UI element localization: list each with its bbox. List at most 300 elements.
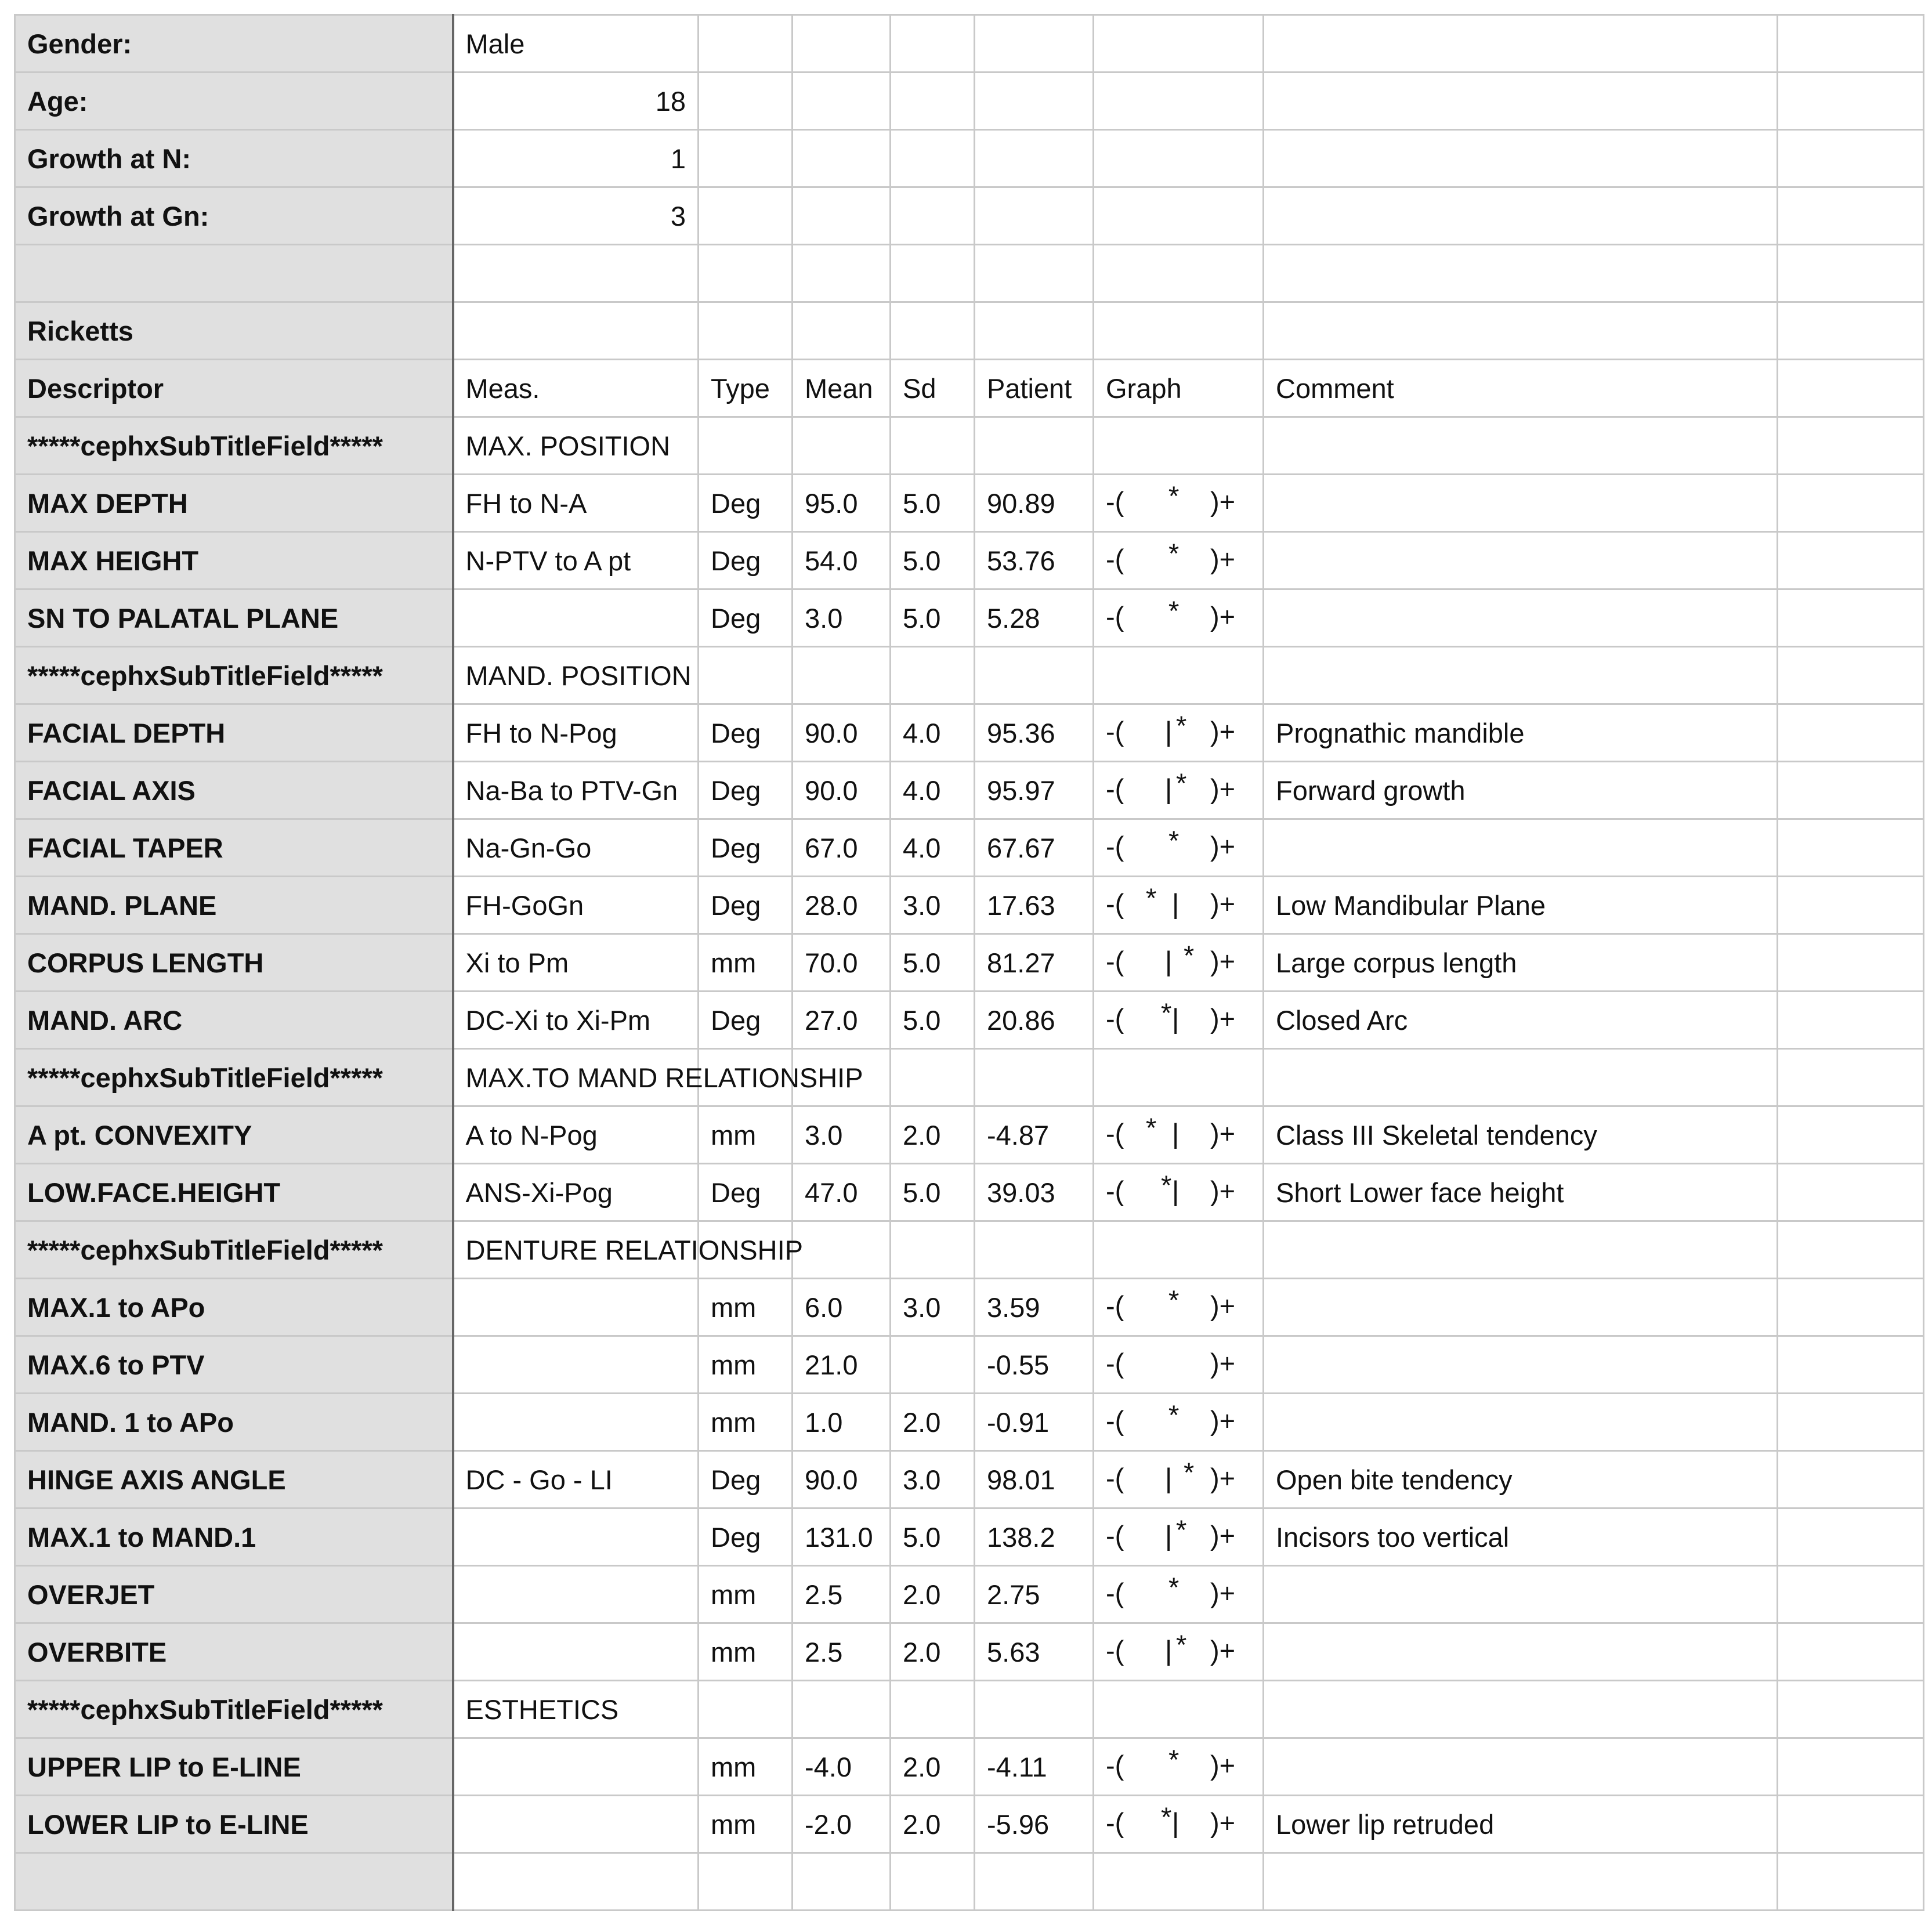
sd-cell[interactable] (891, 1508, 975, 1566)
descriptor-cell[interactable] (15, 1106, 453, 1164)
empty-cell[interactable] (1778, 1738, 1924, 1796)
sd-cell[interactable] (891, 1164, 975, 1221)
graph-cell[interactable] (1094, 1508, 1264, 1566)
type-cell[interactable] (699, 1508, 793, 1566)
graph-cell[interactable] (1094, 1566, 1264, 1623)
header-value[interactable] (453, 130, 699, 187)
empty-cell[interactable] (1264, 302, 1778, 360)
column-header[interactable] (15, 360, 453, 417)
meas-cell[interactable] (453, 704, 699, 762)
comment-cell[interactable] (1264, 1566, 1778, 1623)
header-label-text: Growth at Gn: (27, 200, 209, 231)
empty-cell[interactable] (699, 187, 793, 245)
graph-cell[interactable] (1094, 589, 1264, 647)
graph-cell[interactable] (1094, 1336, 1264, 1394)
subtitle-descriptor[interactable] (15, 1049, 453, 1106)
patient-cell[interactable] (975, 1451, 1094, 1508)
sd-cell[interactable] (891, 1106, 975, 1164)
meas-cell[interactable] (453, 589, 699, 647)
empty-cell[interactable] (1778, 819, 1924, 877)
meas-cell[interactable] (453, 1279, 699, 1336)
empty-cell[interactable] (699, 1853, 793, 1911)
empty-cell[interactable] (891, 245, 975, 302)
subtitle-section[interactable] (453, 647, 699, 704)
descriptor-cell[interactable] (15, 934, 453, 992)
subtitle-section[interactable] (453, 1049, 863, 1106)
empty-cell[interactable] (975, 417, 1094, 475)
meas-cell[interactable] (453, 1796, 699, 1853)
subtitle-section[interactable] (453, 1221, 803, 1279)
empty-cell[interactable] (891, 417, 975, 475)
comment-cell[interactable] (1264, 1796, 1778, 1853)
graph-cell[interactable] (1094, 1279, 1264, 1336)
sd-cell[interactable] (891, 1336, 975, 1394)
empty-cell[interactable] (1778, 1221, 1924, 1279)
empty-cell[interactable] (1264, 73, 1778, 130)
sd-cell[interactable] (891, 704, 975, 762)
empty-cell[interactable] (1264, 1853, 1778, 1911)
comment-cell[interactable] (1264, 819, 1778, 877)
sd-cell[interactable] (891, 1796, 975, 1853)
graph-cell[interactable] (1094, 1451, 1264, 1508)
type-cell[interactable] (699, 1566, 793, 1623)
empty-cell[interactable] (1094, 1049, 1264, 1106)
empty-cell[interactable] (1264, 187, 1778, 245)
mean-cell[interactable] (793, 1796, 891, 1853)
mean-cell[interactable] (793, 1738, 891, 1796)
empty-cell[interactable] (453, 1853, 699, 1911)
empty-cell[interactable] (793, 1221, 891, 1279)
mean-cell[interactable] (793, 1164, 891, 1221)
comment-cell[interactable] (1264, 1164, 1778, 1221)
subtitle-descriptor[interactable] (15, 417, 453, 475)
empty-cell[interactable] (793, 417, 891, 475)
header-value[interactable] (453, 187, 699, 245)
empty-cell[interactable] (1094, 1681, 1264, 1738)
type-cell[interactable] (699, 819, 793, 877)
subtitle-section[interactable] (453, 417, 699, 475)
meas-cell[interactable] (453, 762, 699, 819)
type-cell[interactable] (699, 532, 793, 589)
empty-cell[interactable] (699, 417, 793, 475)
empty-cell[interactable] (1778, 1508, 1924, 1566)
empty-cell[interactable] (699, 647, 793, 704)
graph-cell[interactable] (1094, 1623, 1264, 1681)
descriptor-cell[interactable] (15, 762, 453, 819)
empty-cell[interactable] (1094, 647, 1264, 704)
empty-cell[interactable] (1778, 1796, 1924, 1853)
comment-cell[interactable] (1264, 704, 1778, 762)
type-cell[interactable] (699, 1451, 793, 1508)
empty-cell[interactable] (1778, 934, 1924, 992)
type-cell[interactable] (699, 589, 793, 647)
type-cell[interactable] (699, 992, 793, 1049)
empty-cell[interactable] (1778, 992, 1924, 1049)
empty-cell[interactable] (1094, 130, 1264, 187)
header-label[interactable] (15, 302, 453, 360)
graph-patient-marker: * (1184, 1457, 1195, 1488)
empty-cell[interactable] (1778, 762, 1924, 819)
descriptor-cell[interactable] (15, 877, 453, 934)
empty-cell[interactable] (1778, 360, 1924, 417)
mean-cell[interactable] (793, 1508, 891, 1566)
mean-cell[interactable] (793, 1106, 891, 1164)
column-header[interactable] (699, 360, 793, 417)
sd-cell[interactable] (891, 475, 975, 532)
comment-cell[interactable] (1264, 1336, 1778, 1394)
patient-cell[interactable] (975, 1508, 1094, 1566)
patient-cell[interactable] (975, 589, 1094, 647)
empty-cell[interactable] (1094, 15, 1264, 73)
graph-close-bracket: )+ (1210, 1405, 1236, 1436)
empty-cell[interactable] (1778, 1853, 1924, 1911)
empty-cell[interactable] (1264, 417, 1778, 475)
column-header[interactable] (1094, 360, 1264, 417)
mean-cell[interactable] (793, 475, 891, 532)
empty-cell[interactable] (699, 73, 793, 130)
type-cell[interactable] (699, 1279, 793, 1336)
patient-cell-text: 2.75 (987, 1579, 1040, 1610)
empty-cell[interactable] (793, 15, 891, 73)
mean-cell[interactable] (793, 819, 891, 877)
type-cell[interactable] (699, 475, 793, 532)
comment-cell[interactable] (1264, 1451, 1778, 1508)
empty-cell[interactable] (891, 1049, 975, 1106)
patient-cell[interactable] (975, 1336, 1094, 1394)
patient-cell[interactable] (975, 1106, 1094, 1164)
empty-cell[interactable] (1264, 1681, 1778, 1738)
empty-cell[interactable] (1094, 302, 1264, 360)
empty-cell[interactable] (1778, 417, 1924, 475)
empty-cell[interactable] (1264, 15, 1778, 73)
empty-cell[interactable] (1778, 1279, 1924, 1336)
patient-cell[interactable] (975, 1738, 1094, 1796)
empty-cell[interactable] (1778, 15, 1924, 73)
mean-cell[interactable] (793, 704, 891, 762)
empty-cell[interactable] (699, 1681, 793, 1738)
empty-cell[interactable] (1094, 1853, 1264, 1911)
type-cell[interactable] (699, 762, 793, 819)
patient-cell[interactable] (975, 1394, 1094, 1451)
patient-cell[interactable] (975, 475, 1094, 532)
empty-cell[interactable] (1264, 647, 1778, 704)
sd-cell[interactable] (891, 992, 975, 1049)
empty-cell[interactable] (1778, 1106, 1924, 1164)
empty-cell[interactable] (1778, 532, 1924, 589)
patient-cell[interactable] (975, 762, 1094, 819)
empty-cell[interactable] (975, 1853, 1094, 1911)
header-label[interactable] (15, 130, 453, 187)
empty-cell[interactable] (1264, 130, 1778, 187)
patient-cell[interactable] (975, 1164, 1094, 1221)
descriptor-cell[interactable] (15, 992, 453, 1049)
empty-cell[interactable] (15, 1853, 453, 1911)
empty-cell[interactable] (891, 647, 975, 704)
empty-cell[interactable] (1778, 704, 1924, 762)
empty-cell[interactable] (1778, 130, 1924, 187)
descriptor-cell[interactable] (15, 1451, 453, 1508)
patient-cell[interactable] (975, 992, 1094, 1049)
meas-cell[interactable] (453, 1508, 699, 1566)
meas-cell[interactable] (453, 1623, 699, 1681)
mean-cell[interactable] (793, 934, 891, 992)
empty-cell[interactable] (1094, 73, 1264, 130)
mean-cell[interactable] (793, 1623, 891, 1681)
meas-cell[interactable] (453, 1451, 699, 1508)
empty-cell[interactable] (1778, 187, 1924, 245)
comment-cell[interactable] (1264, 934, 1778, 992)
empty-cell[interactable] (1778, 1164, 1924, 1221)
graph-cell[interactable] (1094, 934, 1264, 992)
sd-cell[interactable] (891, 934, 975, 992)
empty-cell[interactable] (699, 130, 793, 187)
patient-cell[interactable] (975, 1623, 1094, 1681)
empty-cell[interactable] (891, 73, 975, 130)
empty-cell[interactable] (1778, 1049, 1924, 1106)
sd-cell[interactable] (891, 819, 975, 877)
empty-cell[interactable] (1778, 245, 1924, 302)
empty-cell[interactable] (891, 187, 975, 245)
type-cell[interactable] (699, 1106, 793, 1164)
empty-cell[interactable] (975, 187, 1094, 245)
empty-cell[interactable] (1094, 417, 1264, 475)
mean-cell[interactable] (793, 589, 891, 647)
subtitle-descriptor[interactable] (15, 1681, 453, 1738)
empty-cell[interactable] (1778, 589, 1924, 647)
patient-cell[interactable] (975, 1566, 1094, 1623)
comment-cell[interactable] (1264, 1394, 1778, 1451)
graph-cell[interactable] (1094, 1394, 1264, 1451)
empty-cell[interactable] (1094, 1221, 1264, 1279)
empty-cell[interactable] (891, 1221, 975, 1279)
meas-cell[interactable] (453, 819, 699, 877)
meas-cell[interactable] (453, 1336, 699, 1394)
header-label[interactable] (15, 73, 453, 130)
empty-cell[interactable] (1778, 302, 1924, 360)
empty-cell[interactable] (793, 187, 891, 245)
mean-cell[interactable] (793, 877, 891, 934)
empty-cell[interactable] (975, 245, 1094, 302)
empty-cell[interactable] (975, 647, 1094, 704)
empty-cell[interactable] (793, 73, 891, 130)
header-label[interactable] (15, 15, 453, 73)
type-cell[interactable] (699, 1623, 793, 1681)
descriptor-cell[interactable] (15, 1336, 453, 1394)
graph-cell[interactable] (1094, 1106, 1264, 1164)
patient-cell[interactable] (975, 1279, 1094, 1336)
subtitle-descriptor[interactable] (15, 1221, 453, 1279)
empty-cell[interactable] (699, 15, 793, 73)
empty-cell[interactable] (699, 245, 793, 302)
meas-cell[interactable] (453, 1394, 699, 1451)
mean-cell[interactable] (793, 762, 891, 819)
descriptor-cell[interactable] (15, 1394, 453, 1451)
meas-cell[interactable] (453, 475, 699, 532)
meas-cell[interactable] (453, 1164, 699, 1221)
empty-cell[interactable] (975, 1049, 1094, 1106)
descriptor-cell[interactable] (15, 532, 453, 589)
sd-cell[interactable] (891, 877, 975, 934)
graph-cell[interactable] (1094, 475, 1264, 532)
meas-cell[interactable] (453, 877, 699, 934)
empty-cell[interactable] (1778, 73, 1924, 130)
header-value[interactable] (453, 15, 699, 73)
header-label[interactable] (15, 245, 453, 302)
sd-cell[interactable] (891, 762, 975, 819)
descriptor-cell[interactable] (15, 1566, 453, 1623)
header-value[interactable] (453, 245, 699, 302)
column-header[interactable] (793, 360, 891, 417)
type-cell[interactable] (699, 1738, 793, 1796)
comment-cell[interactable] (1264, 589, 1778, 647)
empty-cell[interactable] (975, 73, 1094, 130)
comment-cell[interactable] (1264, 877, 1778, 934)
mean-cell[interactable] (793, 1336, 891, 1394)
graph-cell[interactable] (1094, 704, 1264, 762)
column-header[interactable] (975, 360, 1094, 417)
empty-cell[interactable] (891, 1853, 975, 1911)
descriptor-cell[interactable] (15, 589, 453, 647)
empty-cell[interactable] (891, 302, 975, 360)
meas-cell[interactable] (453, 1106, 699, 1164)
comment-cell[interactable] (1264, 1508, 1778, 1566)
meas-cell[interactable] (453, 1738, 699, 1796)
mean-cell[interactable] (793, 1394, 891, 1451)
meas-cell[interactable] (453, 992, 699, 1049)
sd-cell[interactable] (891, 1738, 975, 1796)
header-label[interactable] (15, 187, 453, 245)
empty-cell[interactable] (1778, 1681, 1924, 1738)
empty-cell[interactable] (891, 1681, 975, 1738)
graph-cell[interactable] (1094, 1796, 1264, 1853)
empty-cell[interactable] (891, 130, 975, 187)
graph-cell[interactable] (1094, 762, 1264, 819)
comment-cell[interactable] (1264, 992, 1778, 1049)
empty-cell[interactable] (1778, 1336, 1924, 1394)
descriptor-cell[interactable] (15, 1738, 453, 1796)
type-cell[interactable] (699, 1394, 793, 1451)
comment-cell[interactable] (1264, 1623, 1778, 1681)
graph-cell[interactable] (1094, 992, 1264, 1049)
type-cell[interactable] (699, 934, 793, 992)
empty-cell[interactable] (891, 15, 975, 73)
empty-cell[interactable] (793, 130, 891, 187)
type-cell[interactable] (699, 1336, 793, 1394)
meas-cell[interactable] (453, 934, 699, 992)
subtitle-section[interactable] (453, 1681, 699, 1738)
meas-cell[interactable] (453, 1566, 699, 1623)
sd-cell[interactable] (891, 1623, 975, 1681)
empty-cell[interactable] (793, 647, 891, 704)
mean-cell[interactable] (793, 1566, 891, 1623)
header-value[interactable] (453, 302, 699, 360)
sd-cell[interactable] (891, 532, 975, 589)
empty-cell[interactable] (1778, 1623, 1924, 1681)
empty-cell[interactable] (1264, 1221, 1778, 1279)
descriptor-cell[interactable] (15, 1164, 453, 1221)
empty-cell[interactable] (975, 302, 1094, 360)
graph-cell[interactable] (1094, 532, 1264, 589)
graph-cell[interactable] (1094, 1164, 1264, 1221)
descriptor-cell[interactable] (15, 1279, 453, 1336)
empty-cell[interactable] (1264, 1049, 1778, 1106)
empty-cell[interactable] (1778, 1451, 1924, 1508)
patient-cell[interactable] (975, 934, 1094, 992)
sd-cell[interactable] (891, 1394, 975, 1451)
empty-cell[interactable] (975, 1681, 1094, 1738)
comment-cell[interactable] (1264, 532, 1778, 589)
mean-cell[interactable] (793, 1451, 891, 1508)
empty-cell[interactable] (1778, 1394, 1924, 1451)
descriptor-cell[interactable] (15, 819, 453, 877)
type-cell[interactable] (699, 877, 793, 934)
patient-cell[interactable] (975, 877, 1094, 934)
empty-cell[interactable] (975, 130, 1094, 187)
descriptor-cell[interactable] (15, 1623, 453, 1681)
descriptor-cell[interactable] (15, 704, 453, 762)
empty-cell[interactable] (793, 302, 891, 360)
type-cell[interactable] (699, 704, 793, 762)
empty-cell[interactable] (793, 245, 891, 302)
comment-cell[interactable] (1264, 1106, 1778, 1164)
descriptor-cell[interactable] (15, 1796, 453, 1853)
mean-cell-text: 3.0 (805, 602, 843, 634)
empty-cell[interactable] (1264, 245, 1778, 302)
empty-cell[interactable] (975, 1221, 1094, 1279)
empty-cell[interactable] (793, 1681, 891, 1738)
empty-cell[interactable] (1778, 877, 1924, 934)
empty-cell[interactable] (975, 15, 1094, 73)
empty-cell[interactable] (1094, 187, 1264, 245)
patient-cell[interactable] (975, 532, 1094, 589)
comment-cell[interactable] (1264, 1738, 1778, 1796)
empty-cell[interactable] (699, 302, 793, 360)
column-header[interactable] (891, 360, 975, 417)
meas-cell[interactable] (453, 532, 699, 589)
empty-cell[interactable] (793, 1853, 891, 1911)
mean-cell[interactable] (793, 992, 891, 1049)
comment-cell[interactable] (1264, 475, 1778, 532)
subtitle-descriptor[interactable] (15, 647, 453, 704)
header-value[interactable] (453, 73, 699, 130)
graph-cell[interactable] (1094, 819, 1264, 877)
mean-cell[interactable] (793, 1279, 891, 1336)
type-cell[interactable] (699, 1164, 793, 1221)
empty-cell[interactable] (1778, 647, 1924, 704)
empty-cell[interactable] (1094, 245, 1264, 302)
sd-cell[interactable] (891, 1279, 975, 1336)
patient-cell[interactable] (975, 1796, 1094, 1853)
mean-cell[interactable] (793, 532, 891, 589)
graph-cell[interactable] (1094, 1738, 1264, 1796)
type-cell[interactable] (699, 1796, 793, 1853)
graph-cell[interactable] (1094, 877, 1264, 934)
sd-cell[interactable] (891, 1451, 975, 1508)
comment-cell[interactable] (1264, 762, 1778, 819)
descriptor-cell[interactable] (15, 1508, 453, 1566)
empty-cell[interactable] (1778, 475, 1924, 532)
patient-cell[interactable] (975, 819, 1094, 877)
patient-cell[interactable] (975, 704, 1094, 762)
sd-cell[interactable] (891, 1566, 975, 1623)
descriptor-cell[interactable] (15, 475, 453, 532)
column-header[interactable] (453, 360, 699, 417)
comment-cell[interactable] (1264, 1279, 1778, 1336)
header-value-text: 3 (670, 200, 686, 231)
sd-cell[interactable] (891, 589, 975, 647)
column-header[interactable] (1264, 360, 1778, 417)
empty-cell[interactable] (1778, 1566, 1924, 1623)
